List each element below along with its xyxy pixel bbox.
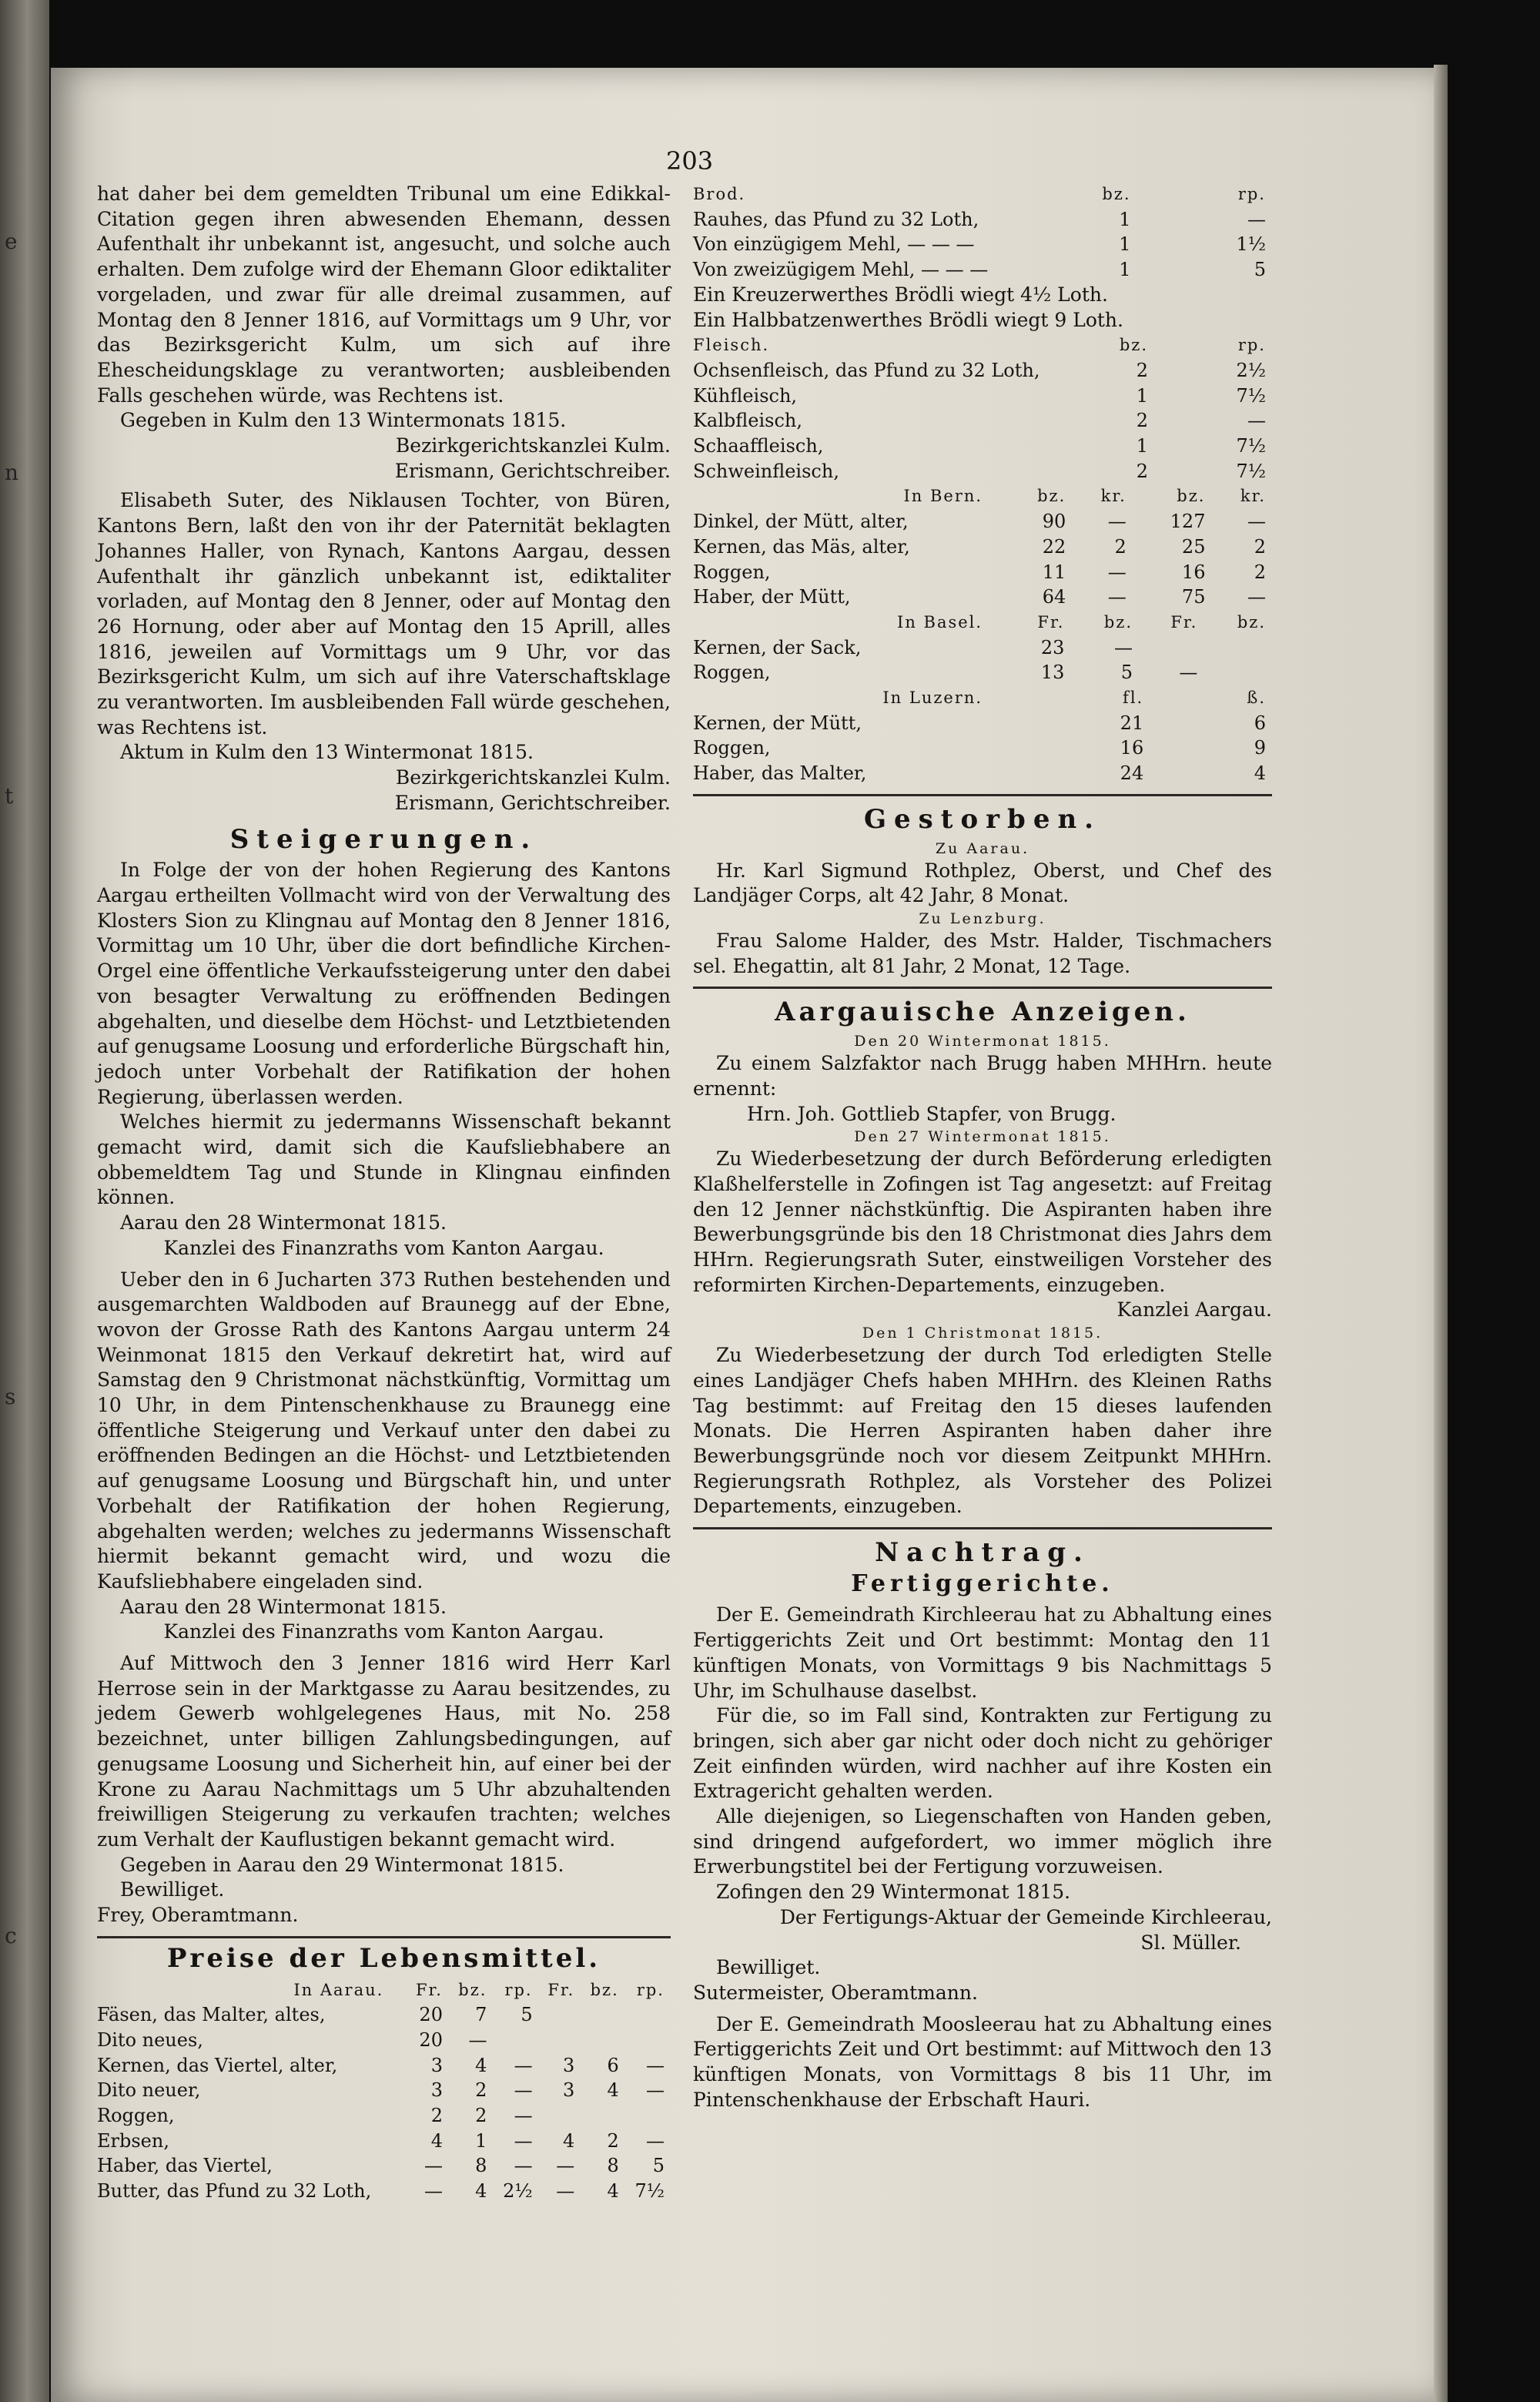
wald-signature: Kanzlei des Finanzraths vom Kanton Aargau.	[163, 1620, 604, 1643]
column-header: bz.	[458, 1980, 487, 1999]
column-header: Fr.	[1170, 612, 1198, 631]
table-row	[693, 635, 1272, 661]
kirchleerau-given: Zofingen den 29 Wintermonat 1815.	[716, 1881, 1071, 1904]
price-value	[625, 2002, 671, 2028]
price-value: —	[424, 2180, 443, 2203]
item-label: Dito neuer,	[97, 2079, 201, 2102]
price-value: 2	[430, 2105, 443, 2127]
table-header-row	[693, 484, 1272, 509]
table-row	[693, 509, 1272, 534]
price-value: —	[1107, 511, 1127, 533]
price-value: 2	[607, 2129, 619, 2152]
price-value: —	[1247, 511, 1266, 533]
item-label: Roggen,	[97, 2105, 175, 2127]
price-value: —	[514, 2054, 533, 2076]
price-value: 4	[430, 2129, 443, 2152]
item-label: Haber, das Viertel,	[97, 2155, 273, 2177]
price-value	[1139, 635, 1204, 661]
price-value: 4	[475, 2054, 487, 2076]
table-row	[693, 534, 1272, 560]
price-value	[539, 2028, 581, 2053]
table-row	[693, 384, 1272, 409]
prices-heading: Preise der Lebensmittel.	[166, 1942, 601, 1974]
item-label: Von einzügigem Mehl, — — —	[693, 233, 975, 256]
price-value: 5	[521, 2004, 533, 2026]
price-value: 4	[607, 2079, 619, 2102]
price-value: 4	[563, 2129, 575, 2152]
column-header: bz.	[1037, 487, 1066, 506]
price-value: 8	[607, 2155, 619, 2177]
column-header: bz.	[1237, 612, 1266, 631]
price-value: 7½	[1236, 384, 1266, 407]
kirchleerau-signature-2: Sl. Müller.	[1140, 1931, 1241, 1954]
table-row	[693, 408, 1272, 434]
column-header: fl.	[1123, 688, 1144, 708]
suter-signature-office: Bezirkgerichtskanzlei Kulm.	[395, 766, 671, 789]
gloor-paragraph: hat daher bei dem gemeldten Tribunal um eine Edikkal-Citation gegen ihren abwesenden Ehemann, dessen Aufenthalt ihr unbekannt ist, angesucht, und solche auch erhalten. Dem zufolge wird der Ehemann Gloor ediktaliter vorgeladen, und zwar für alle dreimal zusammen, auf Montag den 8 Jenner 1816, auf Vormittags um 9 Uhr, vor das Bezirksgericht Kulm, um sich auf ihre Ehescheidungsklage zu verantworten; ausbleibenden Falls geschehen würde, was Rechtens ist.	[97, 183, 671, 407]
price-value: —	[1107, 586, 1127, 608]
gloor-given: Gegeben in Kulm den 13 Wintermonats 1815.	[120, 409, 567, 432]
kirchleerau-text-2: Für die, so im Fall sind, Kontrakten zur Fertigung zu bringen, sich aber gar nicht oder doch nicht zu gehöriger Zeit einfinden würden, wird nachher auf ihre Kosten ein Extragericht gehalten werden.	[693, 1704, 1272, 1803]
luzern-heading: In Luzern.	[882, 688, 983, 708]
item-label: Kernen, das Mäs, alter,	[693, 535, 910, 558]
price-value: 64	[1042, 586, 1066, 608]
fertig-heading: Fertiggerichte.	[851, 1570, 1114, 1597]
wald-given: Aarau den 28 Wintermonat 1815.	[120, 1595, 447, 1618]
bern-heading: In Bern.	[903, 487, 983, 506]
price-value	[493, 2028, 538, 2053]
brod-table	[693, 182, 1272, 283]
item-label: Roggen,	[693, 561, 771, 583]
page-edge	[1434, 65, 1448, 2402]
price-value: 24	[1120, 762, 1144, 785]
table-row	[693, 660, 1272, 685]
gestorben-heading: Gestorben.	[863, 803, 1102, 835]
aarau-price-table	[97, 1978, 671, 2204]
edge-fragment: s	[5, 1384, 16, 1409]
price-value: 7½	[634, 2180, 665, 2203]
item-label: Roggen,	[693, 737, 771, 759]
lenzburg-subheading: Zu Lenzburg.	[919, 910, 1046, 927]
price-value: 90	[1042, 511, 1066, 533]
column-header: bz.	[1177, 487, 1206, 506]
table-row	[693, 459, 1272, 484]
brod-rows	[693, 207, 1272, 283]
table-row	[693, 434, 1272, 459]
price-value: 75	[1181, 586, 1206, 608]
price-value: 2	[475, 2079, 487, 2102]
brod-note-2: Ein Halbbatzenwerthes Brödli wiegt 9 Loth.	[693, 308, 1123, 331]
right-column	[693, 182, 1272, 2113]
price-value: —	[1247, 586, 1266, 608]
suter-given: Aktum in Kulm den 13 Wintermonat 1815.	[120, 741, 534, 764]
item-label: Dinkel, der Mütt, alter,	[693, 511, 909, 533]
orgel-signature: Kanzlei des Finanzraths vom Kanton Aargau.	[163, 1236, 604, 1259]
wald-paragraph: Ueber den in 6 Jucharten 373 Ruthen bestehenden und ausgemarchten Waldboden auf Braunegg auf der Ebne, wovon der Grosse Rath des Kantons Aargau unterm 24 Weinmonat 1815 den Verkauf dekretirt hat, wird auf Samstag den 9 Christmonat nächstkünftig, Vormittag um 10 Uhr, in dem Pintenschenkhause zu Braunegg eine öffentliche Steigerung und Verkauf unter den dabei zu eröffnenden Bedingen an die Höchst- und Letztbietenden auf genugsame Loosung und Bürgschaft hin, und unter Vorbehalt der Ratifikation der hohen Regierung, abgehalten werden; welches zu jedermanns Wissenschaft hiermit bekannt gemacht wird, und wozu die Kaufsliebhabere eingeladen sind.	[97, 1268, 671, 1593]
price-value: 4	[475, 2180, 487, 2203]
orgel-paragraph-2: Welches hiermit zu jedermanns Wissenschaft bekannt gemacht wird, damit sich die Kaufsliebhabere an obbemeldtem Tag und Stunde in Klingnau einfinden können.	[97, 1111, 671, 1209]
orgel-paragraph: In Folge der von der hohen Regierung des Kantons Aargau ertheilten Vollmacht wird von der Verwaltung des Klosters Sion zu Klingnau auf Montag den 8 Jenner 1816, Vormittag um 10 Uhr, über die dort befindliche Kirchen-Orgel eine öffentliche Verkaufssteigerung unter den dabei von besagter Verwaltung zu eröffnenden Bedingen abgehalten, und dieselbe dem Höchst- und Letztbietenden auf genugsame Loosung und erforderliche Bürgschaft hin, jedoch unter Vorbehalt der Ratifikation der hohen Regierung, überlassen werden.	[97, 859, 671, 1108]
basel-rows	[693, 635, 1272, 685]
price-value: 9	[1254, 737, 1266, 759]
edge-fragment: c	[5, 1923, 17, 1948]
price-value: 127	[1170, 511, 1206, 533]
kirchleerau-text-3: Alle diejenigen, so Liegenschaften von Handen geben, sind dringend aufgefordert, wo immer möglich ihre Erwerbungstitel bei der Fertigung vorzuweisen.	[693, 1805, 1272, 1878]
column-header: rp.	[504, 1980, 533, 1999]
column-header: rp.	[1237, 185, 1266, 203]
price-value: 22	[1042, 535, 1066, 558]
item-label: Rauhes, das Pfund zu 32 Loth,	[693, 208, 979, 230]
item-label: Schweinfleisch,	[693, 460, 839, 482]
item-label: Dito neues,	[97, 2028, 203, 2051]
column-header: bz.	[590, 1980, 619, 1999]
price-value: —	[646, 2054, 665, 2076]
price-value	[581, 2028, 624, 2053]
column-header: kr.	[1100, 487, 1127, 506]
table-row	[693, 257, 1272, 283]
haus-paragraph: Auf Mittwoch den 3 Jenner 1816 wird Herr Karl Herrose sein in der Marktgasse zu Aarau besitzendes, zu jedem Gewerb wohlgelegenes Haus, mit No. 258 bezeichnet, unter billigen Zahlungsbedingungen, auf genugsame Loosung und Sicherheit hin, auf einer bei der Krone zu Aarau Nachmittags um 5 Uhr abzuhaltenden freiwilligen Steigerung zu verkaufen trachten; welches zum Verhalt der Kauflustigen bekannt gemacht wird.	[97, 1652, 671, 1851]
date-3: Den 1 Christmonat 1815.	[862, 1325, 1103, 1342]
table-header-row	[97, 1978, 671, 2003]
klass-text: Zu Wiederbesetzung der durch Beförderung erledigten Klaßhelferstelle in Zofingen ist Tag angesetzt: auf Freitag den 12 Jenner nächstkünftig. Die Aspiranten haben ihre Bewerbungsgründe bis den 18 Christmonat dies Jahrs dem HHrn. Regierungsrath Suter, einstweiligen Vorsteher des reformirten Kirchen-Departements, einzugeben.	[693, 1147, 1272, 1296]
table-row	[97, 2028, 671, 2053]
column-header: kr.	[1240, 487, 1266, 506]
price-value: 5	[1120, 662, 1133, 684]
date-2: Den 27 Wintermonat 1815.	[854, 1128, 1111, 1146]
luzern-table	[693, 685, 1272, 786]
table-row	[97, 2179, 671, 2204]
price-value: 6	[607, 2054, 619, 2076]
section-rule	[693, 1527, 1272, 1529]
table-row	[97, 2053, 671, 2079]
previous-page-edge	[0, 0, 49, 2402]
basel-table	[693, 610, 1272, 685]
column-header: rp.	[636, 1980, 665, 1999]
item-label: Fäsen, das Malter, altes,	[97, 2004, 326, 2026]
brod-note-1: Ein Kreuzerwerthes Brödli wiegt 4½ Loth.	[693, 283, 1108, 306]
table-row	[693, 207, 1272, 233]
price-value: 5	[1254, 259, 1266, 281]
table-row	[97, 2002, 671, 2028]
price-value	[581, 2002, 624, 2028]
price-value: 1	[1136, 435, 1149, 457]
item-label: Haber, das Malter,	[693, 762, 867, 785]
chef-text: Zu Wiederbesetzung der durch Tod erledigten Stelle eines Landjäger Chefs haben MHHrn. des Kleinen Raths Tag bestimmt: auf Freitag den 15 dieses laufenden Monats. Die Herren Aspiranten haben daher ihre Bewerbungsgründe noch vor diesem Zeitpunkt MHHrn. Regierungsrath Rothplez, als Vorsteher des Polizei Departements, einzugeben.	[693, 1344, 1272, 1518]
column-header: ß.	[1247, 688, 1266, 708]
date-1: Den 20 Wintermonat 1815.	[854, 1033, 1111, 1050]
item-label: Kernen, das Viertel, alter,	[97, 2054, 338, 2076]
price-value	[1204, 635, 1272, 661]
column-header: Fr.	[415, 1980, 443, 1999]
table-header-row	[693, 610, 1272, 635]
kirchleerau-signature-1: Der Fertigungs-Aktuar der Gemeinde Kirchleerau,	[779, 1905, 1272, 1928]
table-row	[693, 358, 1272, 384]
price-value: 8	[475, 2155, 487, 2177]
haus-given: Gegeben in Aarau den 29 Wintermonat 1815.	[120, 1853, 564, 1876]
table-header-row	[693, 182, 1272, 207]
price-value: 7½	[1236, 460, 1266, 482]
suter-paragraph: Elisabeth Suter, des Niklausen Tochter, von Büren, Kantons Bern, laßt den von ihr der Paternität beklagten Johannes Haller, von Rynach, Kantons Aargau, dessen Aufenthalt ihr gänzlich unbekannt ist, ediktaliter vorladen, auf Montag den 8 Jenner, oder auf Montag den 26 Hornung, oder aber auf Montag den 15 Aprill, alles 1816, jeweilen auf Vormittags um 9 Uhr, vor das Bezirksgericht Kulm, um sich auf ihre Vaterschaftsklage zu verantworten. Im ausbleibenden Fall würde geschehen, was Rechtens ist.	[97, 489, 671, 739]
kirchleerau-text: Der E. Gemeindrath Kirchleerau hat zu Abhaltung eines Fertiggerichts Zeit und Ort bestimmt: Montag den 11 künftigen Monats, von Vormittags 9 bis Nachmittags 5 Uhr, im Schulhause daselbst.	[693, 1603, 1272, 1702]
price-value: 1	[1119, 259, 1131, 281]
price-value: —	[646, 2079, 665, 2102]
section-rule	[97, 1936, 671, 1938]
column-header: bz.	[1102, 185, 1131, 203]
steigerungen-heading: Steigerungen.	[229, 823, 538, 855]
table-row	[693, 761, 1272, 786]
left-column	[97, 182, 671, 2204]
price-value: 3	[563, 2054, 575, 2076]
price-value: 4	[607, 2180, 619, 2203]
price-value: 7	[475, 2004, 487, 2026]
table-header-row	[693, 685, 1272, 711]
price-value	[539, 2103, 581, 2129]
price-value: —	[514, 2079, 533, 2102]
price-value: 3	[430, 2054, 443, 2076]
price-value	[625, 2028, 671, 2053]
table-row	[693, 560, 1272, 585]
death-notice-2: Frau Salome Halder, des Mstr. Halder, Tischmachers sel. Ehegattin, alt 81 Jahr, 2 Monat, 12 Tage.	[693, 929, 1272, 977]
salz-name: Hrn. Joh. Gottlieb Stapfer, von Brugg.	[747, 1102, 1116, 1125]
price-value: 2	[1136, 359, 1149, 381]
item-label: Schaaffleisch,	[693, 435, 824, 457]
column-header: rp.	[1237, 336, 1266, 355]
edge-fragment: t	[5, 783, 14, 809]
price-value: 2	[1114, 535, 1127, 558]
price-value: 2	[1136, 410, 1149, 432]
price-value: 6	[1254, 712, 1266, 734]
price-value: —	[1107, 561, 1127, 583]
price-value: —	[1114, 636, 1133, 658]
edge-fragment: e	[5, 229, 18, 254]
kirchleerau-signature-3: Sutermeister, Oberamtmann.	[693, 1982, 978, 2004]
fleisch-rows	[693, 358, 1272, 484]
item-label: Kernen, der Mütt,	[693, 712, 862, 734]
price-value	[625, 2103, 671, 2129]
price-value: 23	[1040, 636, 1065, 658]
fleisch-heading: Fleisch.	[693, 336, 770, 355]
table-row	[693, 735, 1272, 761]
price-value: 2	[1254, 561, 1266, 583]
table-header-row	[693, 333, 1272, 358]
page-number: 203	[666, 146, 714, 176]
item-label: Roggen,	[693, 662, 771, 684]
table-row	[97, 2078, 671, 2103]
price-value: —	[1247, 410, 1266, 432]
price-value: 5	[652, 2155, 665, 2177]
price-value: —	[556, 2180, 575, 2203]
item-label: Erbsen,	[97, 2129, 169, 2152]
item-label: Kalbfleisch,	[693, 410, 803, 432]
price-value	[1204, 660, 1272, 685]
column-header: Fr.	[1037, 612, 1065, 631]
fleisch-table	[693, 333, 1272, 484]
price-value: —	[424, 2155, 443, 2177]
aarau-subheading: Zu Aarau.	[935, 839, 1030, 857]
section-rule	[693, 794, 1272, 796]
price-value: 11	[1042, 561, 1066, 583]
price-value: 2½	[1236, 359, 1266, 381]
brod-heading: Brod.	[693, 185, 746, 203]
price-value: —	[646, 2129, 665, 2152]
price-value: 20	[419, 2004, 443, 2026]
price-value: 2	[475, 2105, 487, 2127]
suter-signature-clerk: Erismann, Gerichtschreiber.	[394, 791, 671, 814]
column-header: bz.	[1119, 336, 1149, 355]
price-value: 2	[1136, 460, 1149, 482]
bern-table	[693, 484, 1272, 610]
price-value: —	[1179, 662, 1198, 684]
moosleerau-text: Der E. Gemeindrath Moosleerau hat zu Abhaltung eines Fertiggerichts Zeit und Ort bestimmt: auf Mittwoch den 13 künftigen Monats, von Vormittags 8 bis 11 Uhr, im Pintenschenkhause der Erbschaft Hauri.	[693, 2012, 1272, 2111]
kirchleerau-approved: Bewilliget.	[716, 1956, 821, 1979]
price-value: 16	[1181, 561, 1206, 583]
table-row	[693, 585, 1272, 610]
price-value: 7½	[1236, 435, 1266, 457]
price-value: 1	[1119, 233, 1131, 256]
price-value: 4	[1254, 762, 1266, 785]
price-value: 3	[430, 2079, 443, 2102]
price-value: —	[1247, 208, 1266, 230]
price-value: 16	[1120, 737, 1144, 759]
haus-signature: Frey, Oberamtmann.	[97, 1904, 299, 1927]
price-value: —	[468, 2028, 487, 2051]
price-value: 1½	[1236, 233, 1266, 256]
section-rule	[693, 987, 1272, 989]
item-label: Kernen, der Sack,	[693, 636, 862, 658]
table-row	[97, 2103, 671, 2129]
haus-approved: Bewilliget.	[120, 1878, 225, 1901]
price-value: —	[514, 2155, 533, 2177]
price-value: 2½	[503, 2180, 533, 2203]
price-value: —	[514, 2105, 533, 2127]
aarau-rows	[97, 2002, 671, 2204]
price-value: 2	[1254, 535, 1266, 558]
gloor-signature-clerk: Erismann, Gerichtschreiber.	[394, 459, 671, 482]
luzern-rows	[693, 711, 1272, 786]
price-value	[581, 2103, 624, 2129]
death-notice-1: Hr. Karl Sigmund Rothplez, Oberst, und Chef des Landjäger Corps, alt 42 Jahr, 8 Monat.	[693, 859, 1272, 907]
item-label: Kühfleisch,	[693, 384, 798, 407]
nachtrag-heading: Nachtrag.	[875, 1537, 1090, 1569]
table-row	[97, 2153, 671, 2179]
edge-fragment: n	[5, 460, 19, 485]
item-label: Haber, der Mütt,	[693, 586, 851, 608]
price-value: 13	[1040, 662, 1065, 684]
klass-signature: Kanzlei Aargau.	[1116, 1298, 1272, 1322]
column-header: Fr.	[547, 1980, 575, 1999]
price-value: 1	[475, 2129, 487, 2152]
item-label: Von zweizügigem Mehl, — — —	[693, 259, 989, 281]
price-value	[539, 2002, 581, 2028]
price-value: 1	[1119, 208, 1131, 230]
gloor-signature-office: Bezirkgerichtskanzlei Kulm.	[395, 434, 671, 457]
bern-rows	[693, 509, 1272, 610]
anzeigen-heading: Aargauische Anzeigen.	[775, 997, 1190, 1028]
price-value: —	[556, 2155, 575, 2177]
table-row	[97, 2129, 671, 2154]
price-value: 25	[1181, 535, 1206, 558]
salz-text: Zu einem Salzfaktor nach Brugg haben MHHrn. heute ernennt:	[693, 1052, 1272, 1100]
location-label: In Aarau.	[293, 1980, 384, 1999]
basel-heading: In Basel.	[897, 612, 983, 631]
price-value: 20	[419, 2028, 443, 2051]
item-label: Butter, das Pfund zu 32 Loth,	[97, 2180, 372, 2203]
orgel-given: Aarau den 28 Wintermonat 1815.	[120, 1211, 447, 1235]
price-value: 3	[563, 2079, 575, 2102]
column-header: bz.	[1103, 612, 1133, 631]
item-label: Ochsenfleisch, das Pfund zu 32 Loth,	[693, 359, 1040, 381]
price-value: —	[514, 2129, 533, 2152]
table-row	[693, 232, 1272, 257]
price-value: 21	[1120, 712, 1144, 734]
table-row	[693, 711, 1272, 736]
price-value: 1	[1136, 384, 1149, 407]
